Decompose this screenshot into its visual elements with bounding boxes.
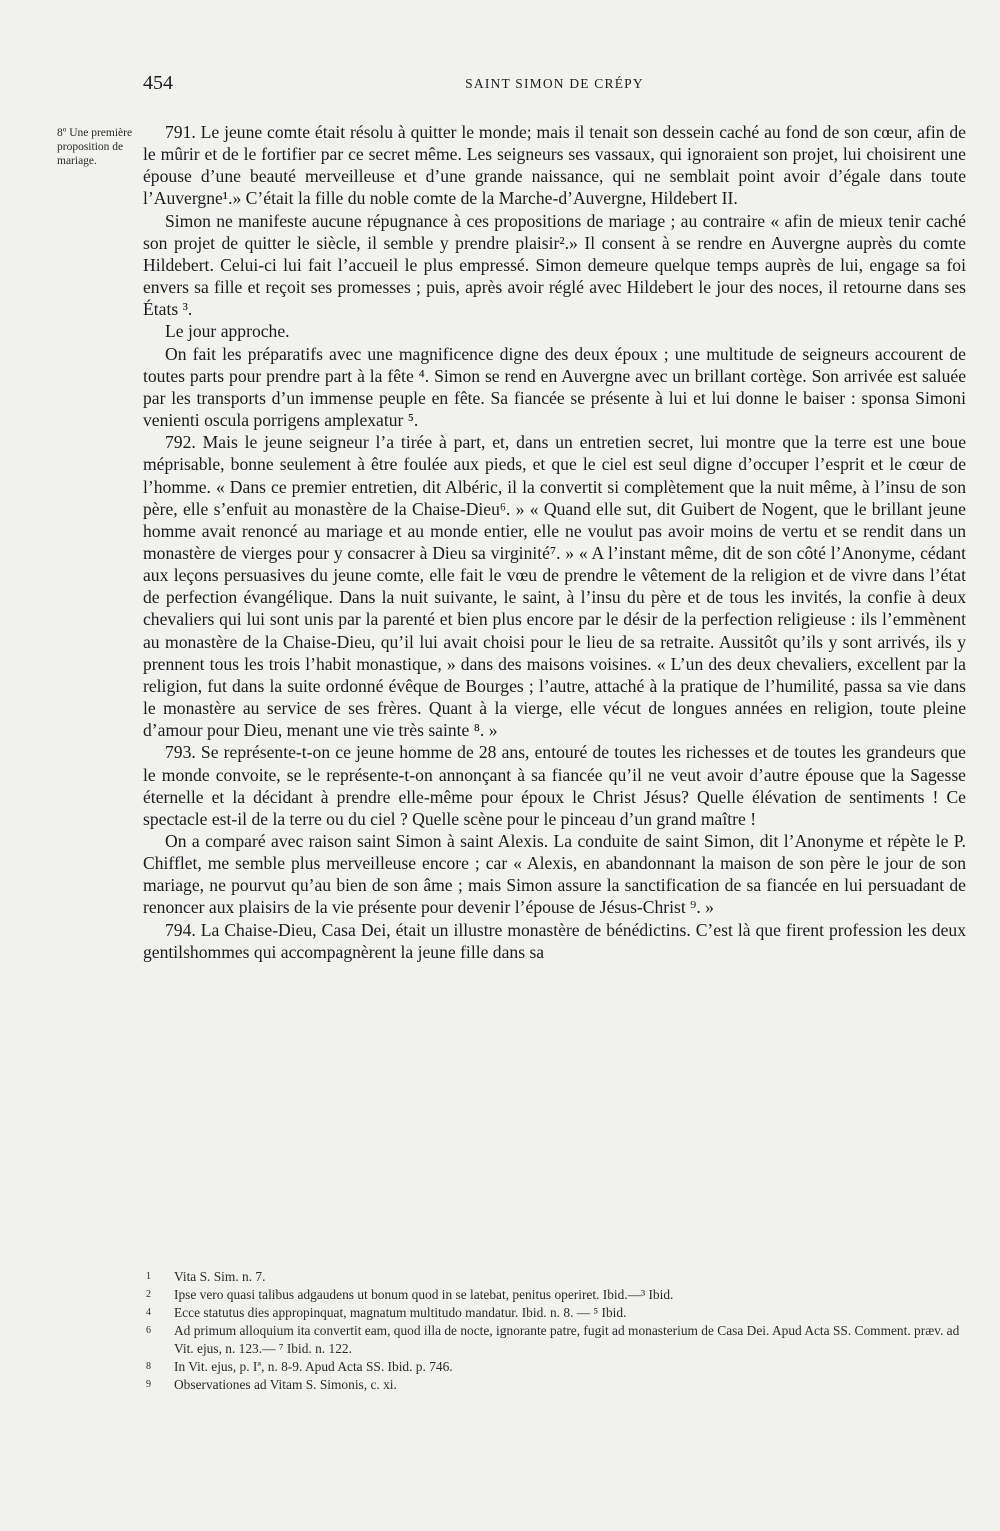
margin-note: 8º Une première proposition de mariage.: [57, 127, 133, 167]
footnote: [146, 1358, 960, 1376]
paragraph: On a comparé avec raison saint Simon à saint Alexis. La conduite de saint Simon, dit l’Anonyme et répète le P. Chifflet, me semble plus merveilleuse encore ; car « Alexis, en abandonnant la maison de son père le jour de son mariage, ne pourvut qu’au bien de son âme ; mais Simon assure la sanctification de sa fiancée en lui persuadant de renoncer aux plaisirs de la vie présente pour devenir l’épouse de Jésus-Christ ⁹. »: [143, 831, 966, 918]
footnotes: [146, 1268, 960, 1394]
footnote-number: 9: [146, 1379, 151, 1390]
footnote: [146, 1322, 960, 1358]
page-number: 454: [143, 72, 173, 94]
footnote-number: 8: [146, 1361, 151, 1372]
footnote-text: Ipse vero quasi talibus adgaudens ut bonum quod in se latebat, penitus operiret. Ibid.—³ Ibid.: [174, 1287, 674, 1302]
footnote-number: 6: [146, 1325, 151, 1336]
footnote-number: 4: [146, 1307, 151, 1318]
footnote: [146, 1286, 960, 1304]
footnote: [146, 1376, 960, 1394]
footnote-number: 2: [146, 1289, 151, 1300]
paragraph: Simon ne manifeste aucune répugnance à ces propositions de mariage ; au contraire « afin de mieux tenir caché son projet de quitter le siècle, il semble y prendre plaisir².» Il consent à se rendre en Auvergne auprès du comte Hildebert. Celui-ci lui fait l’accueil le plus empressé. Simon demeure quelque temps auprès de lui, engage sa foi envers sa fille et reçoit ses promesses ; puis, après avoir réglé avec Hildebert le jour des noces, il retourne dans ses États ³.: [143, 210, 966, 320]
paragraph-793: 793. Se représente-t-on ce jeune homme de 28 ans, entouré de toutes les richesses et de toutes les grandeurs que le monde convoite, se le représente-t-on annonçant à sa fiancée qu’il ne veut avoir d’autre épouse que la Sagesse éternelle et la décidant à prendre elle-même pour époux le Christ Jésus? Quelle élévation de sentiments ! Ce spectacle est-il de la terre ou du ciel ? Quelle scène pour le pinceau d’un grand maître !: [143, 742, 966, 829]
paragraph: Le jour approche.: [165, 321, 290, 342]
page-header: [143, 72, 966, 102]
footnote-text: Vita S. Sim. n. 7.: [174, 1269, 266, 1284]
main-text: [143, 121, 966, 963]
footnote-text: Ad primum alloquium ita convertit eam, quod illa de nocte, ignorante patre, fugit ad monasterium de Casa Dei. Apud Acta SS. Comment. præv. ad Vit. ejus, n. 123.— ⁷ Ibid. n. 122.: [174, 1323, 960, 1356]
paragraph: On fait les préparatifs avec une magnificence digne des deux époux ; une multitude de seigneurs accourent de toutes parts pour prendre part à la fête ⁴. Simon se rend en Auvergne avec un brillant cortège. Son arrivée est saluée par les transports d’un immense peuple en fête. Sa fiancée se présente à lui et lui donne le baiser : sponsa Simoni venienti oscula porrigens amplexatur ⁵.: [143, 343, 966, 431]
paragraph-792: 792. Mais le jeune seigneur l’a tirée à part, et, dans un entretien secret, lui montre que la terre est une boue méprisable, bonne seulement à être foulée aux pieds, et que le ciel est seul digne d’occuper l’esprit et le cœur de l’homme. « Dans ce premier entretien, dit Albéric, il la convertit si complètement que la nuit même, à l’insu de son père, elle s’enfuit au monastère de la Chaise-Dieu⁶. » « Quand elle sut, dit Guibert de Nogent, que le brillant jeune homme avait renoncé au mariage et au monde entier, elle ne voulut pas avoir moins de vertu et se rendit dans un monastère de vierges pour y consacrer à Dieu sa virginité⁷. » « A l’instant même, dit de son côté l’Anonyme, cédant aux leçons persuasives du jeune comte, elle fait le vœu de prendre le vêtement de la religion et de vivre dans l’état de perfection évangélique. Dans la nuit suivante, le saint, à l’insu du père et de tous les invités, la confie à deux chevaliers qui lui sont unis par la parenté et bien plus encore par le désir de la perfection religieuse : ils l’emmènent au monastère de la Chaise-Dieu, qu’il lui avait choisi pour le lieu de sa retraite. Aussitôt qu’ils y sont arrivés, ils y prennent tous les trois l’habit monastique, » dans des maisons voisines. « L’un des deux chevaliers, excellent par la religion, fut dans la suite ordonné évêque de Bourges ; l’autre, attaché à la pratique de l’humilité, passa sa vie dans le monastère au service de ses frères. Quant à la vierge, elle vécut de longues années en religion, toute pleine d’amour pour Dieu, menant une vie très sainte ⁸. »: [143, 432, 966, 741]
paragraph-794: 794. La Chaise-Dieu, Casa Dei, était un illustre monastère de bénédictins. C’est là que firent profession les deux gentilshommes qui accompagnèrent la jeune fille dans sa: [143, 919, 966, 962]
footnote-text: Ecce statutus dies appropinquat, magnatum multitudo mandatur. Ibid. n. 8. — ⁵ Ibid.: [174, 1305, 627, 1320]
footnote: [146, 1268, 960, 1286]
paragraph-791: 791. Le jeune comte était résolu à quitter le monde; mais il tenait son dessein caché au fond de son cœur, afin de le mûrir et de le fortifier par ce secret même. Les seigneurs ses vassaux, qui ignoraient son projet, lui choisirent une épouse d’une beauté merveilleuse et d’une grande naissance, qui ne semblait point avoir d’égale dans toute l’Auvergne¹.» C’était la fille du noble comte de la Marche-d’Auvergne, Hildebert II.: [143, 122, 966, 209]
footnote: [146, 1304, 960, 1322]
footnote-text: In Vit. ejus, p. Iª, n. 8-9. Apud Acta SS. Ibid. p. 746.: [174, 1359, 453, 1374]
footnote-text: Observationes ad Vitam S. Simonis, c. xi.: [174, 1377, 397, 1392]
running-title: SAINT SIMON DE CRÉPY: [465, 76, 644, 91]
footnote-number: 1: [146, 1271, 151, 1282]
